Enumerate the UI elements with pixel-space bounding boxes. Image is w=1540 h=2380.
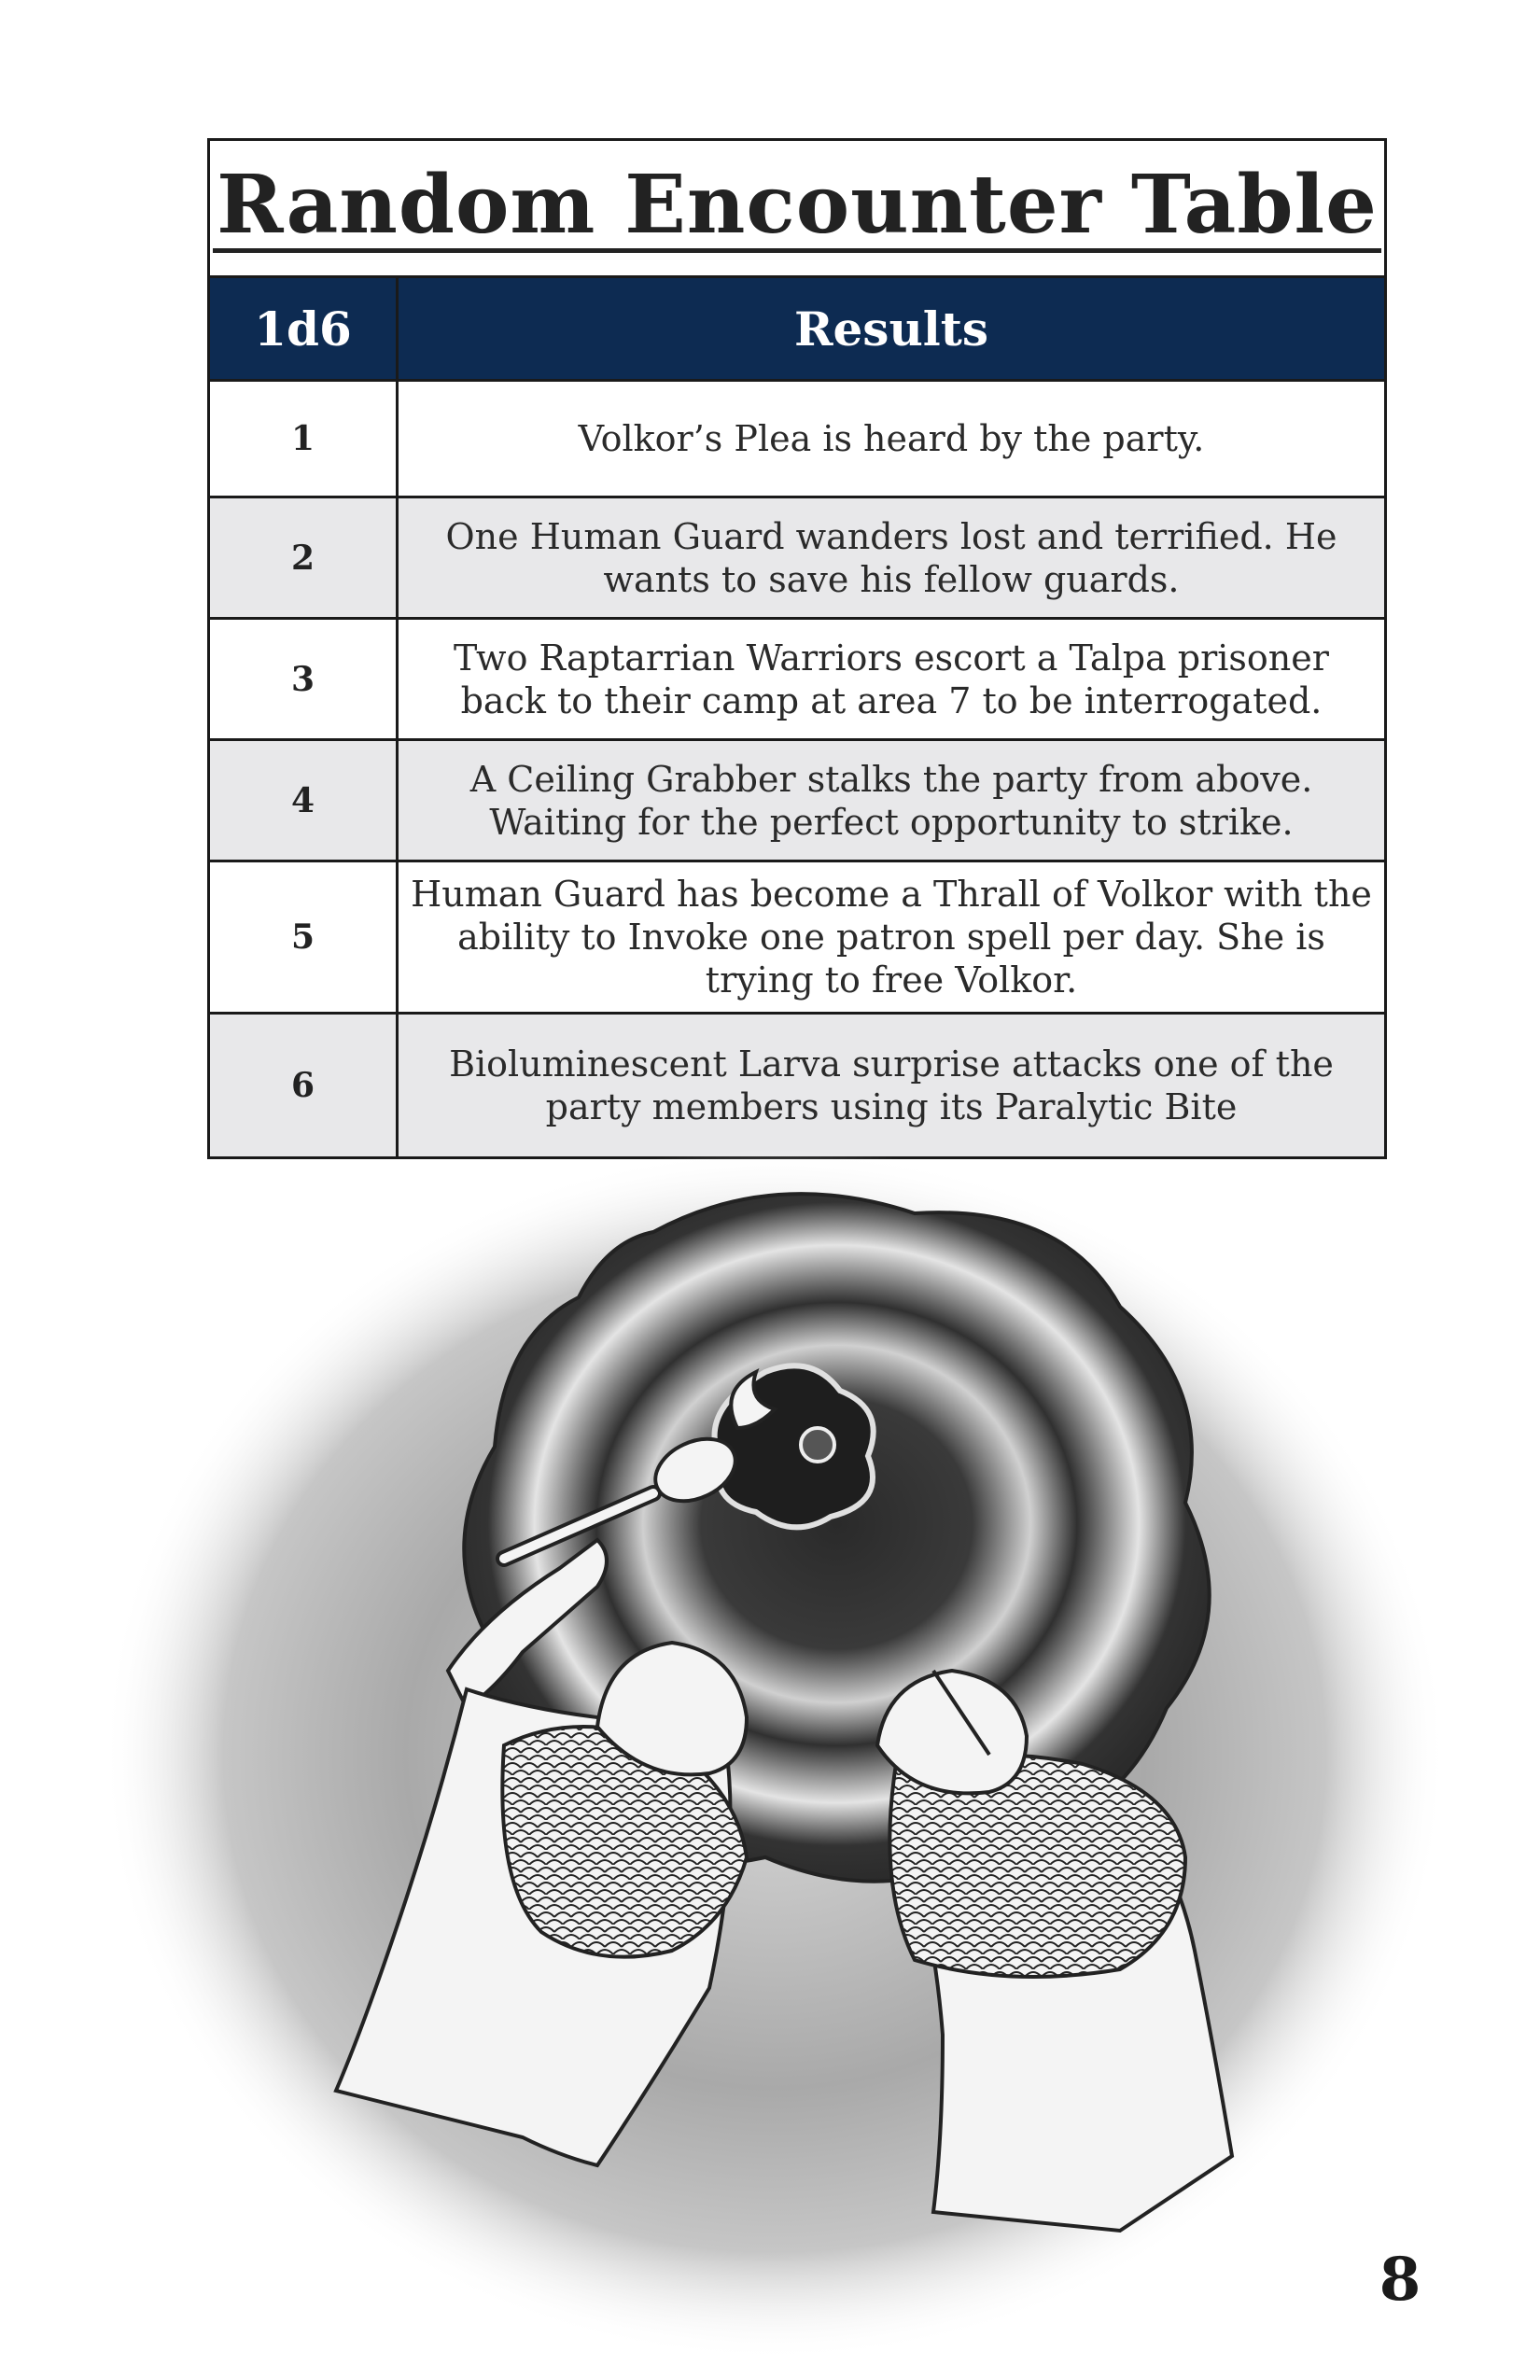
table-row [210, 382, 1384, 498]
table-title-bar [210, 141, 1384, 278]
roll-value: 1 [210, 382, 399, 496]
table-header-row [210, 278, 1384, 382]
table-row [210, 741, 1384, 862]
roll-value: 5 [210, 862, 399, 1012]
result-text: Human Guard has become a Thrall of Volkor with the ability to Invoke one patron spell per day. She is trying to free Volkor. [411, 874, 1372, 1001]
die-column-header: 1d6 [210, 278, 399, 379]
roll-value: 4 [210, 741, 399, 860]
table-row [210, 620, 1384, 741]
roll-value: 3 [210, 620, 399, 738]
portal-eye [801, 1428, 834, 1462]
random-encounter-table [207, 138, 1387, 1159]
result-text: Two Raptarrian Warriors escort a Talpa prisoner back to their camp at area 7 to be interrogated. [454, 637, 1329, 721]
result-text: One Human Guard wanders lost and terrified. He wants to save his fellow guards. [445, 515, 1337, 600]
results-column-header: Results [793, 301, 989, 357]
result-text: Volkor’s Plea is heard by the party. [578, 418, 1205, 459]
table-row [210, 862, 1384, 1015]
table-title: Random Encounter Table [213, 163, 1381, 252]
page-number: 8 [1379, 2245, 1421, 2315]
table-row [210, 498, 1384, 620]
table-row [210, 1015, 1384, 1156]
cave-guards-illustration [0, 1148, 1540, 2380]
roll-value: 6 [210, 1015, 399, 1156]
result-text: A Ceiling Grabber stalks the party from above. Waiting for the perfect opportunity to strike. [469, 758, 1313, 843]
roll-value: 2 [210, 498, 399, 617]
result-text: Bioluminescent Larva surprise attacks one of the party members using its Paralytic Bite [449, 1043, 1334, 1127]
